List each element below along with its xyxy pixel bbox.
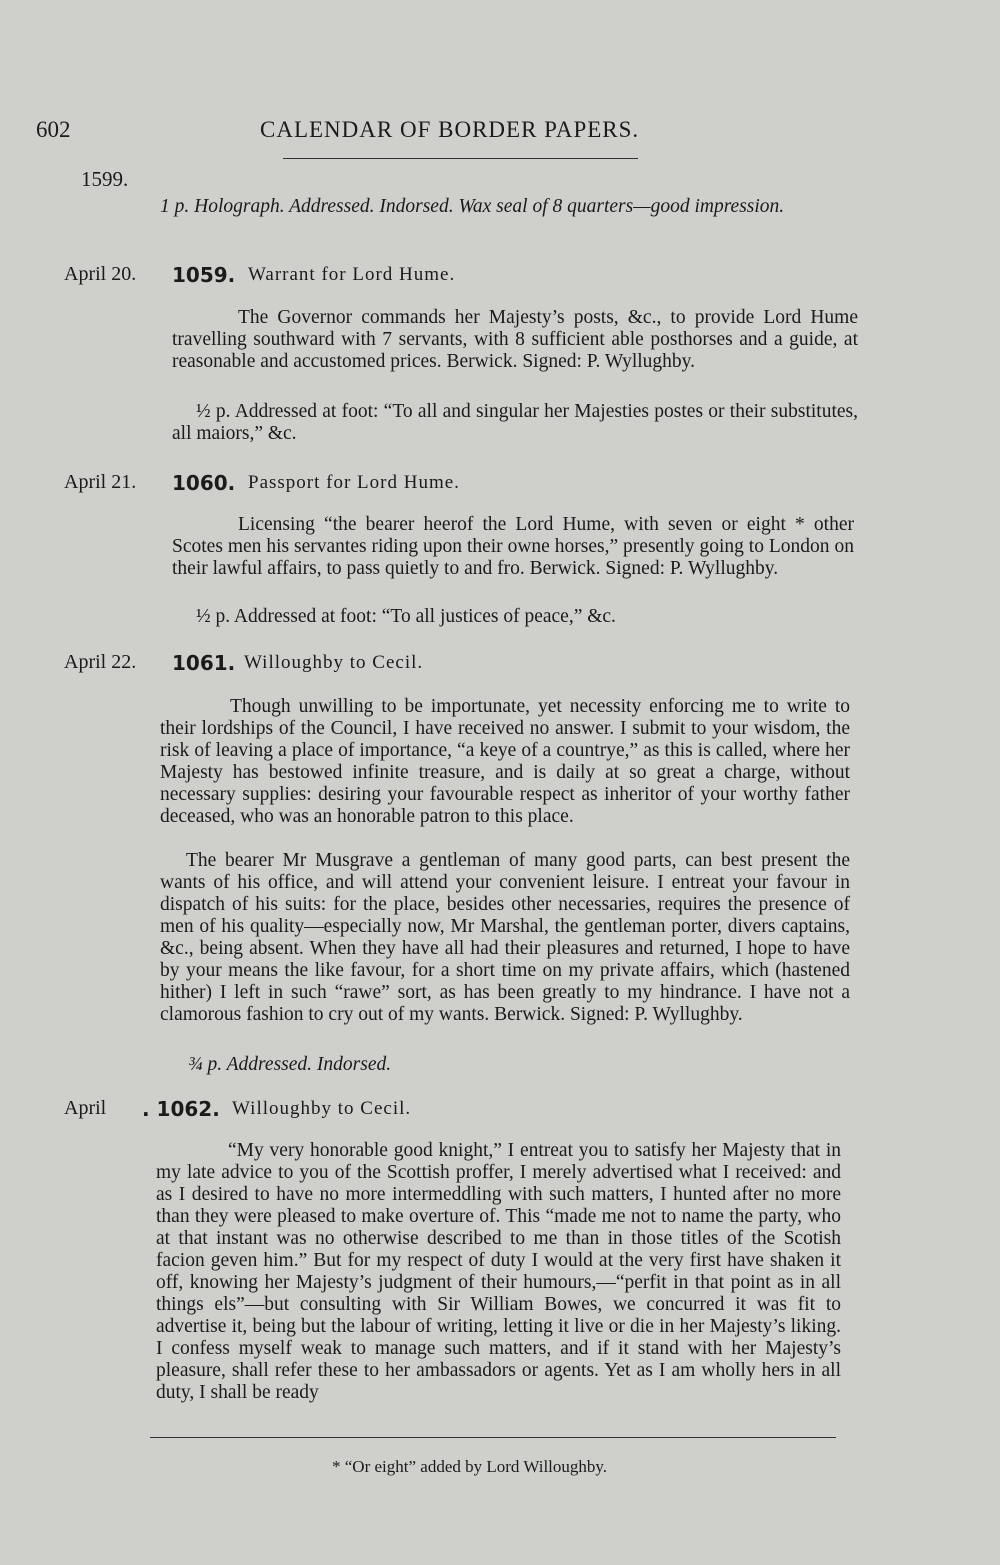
entry-number: 1061. (172, 651, 236, 675)
entry-note: ½ p. Addressed at foot: “To all justices of peace,” &c. (196, 606, 616, 627)
prev-entry-note: 1 p. Holograph. Addressed. Indorsed. Wax seal of 8 quarters—good impression. (160, 196, 785, 217)
entry-number: 1059. (172, 263, 236, 287)
entry-note: ¾ p. Addressed. Indorsed. (188, 1054, 392, 1075)
header-rule (283, 158, 638, 159)
year-label: 1599. (81, 167, 129, 191)
footnote: * “Or eight” added by Lord Willoughby. (332, 1457, 608, 1476)
entry-paragraph: Licensing “the bearer heerof the Lord Hume, with seven or eight * other Scotes men his servantes riding upon their owne horses,” presently going to London on their lawful affairs, to pass quietly to and fro. Berwick. Signed: P. Wyllughby. (172, 514, 854, 579)
entry-title: Willoughby to Cecil. (244, 652, 424, 673)
page-number: 602 (36, 117, 71, 142)
entry-date: April 20. (64, 263, 137, 285)
running-title: CALENDAR OF BORDER PAPERS. (260, 117, 640, 142)
entry-number: . 1062. (142, 1097, 220, 1121)
entry-title: Willoughby to Cecil. (232, 1098, 412, 1119)
entry-title: Warrant for Lord Hume. (248, 264, 456, 285)
entry-paragraph: Though unwilling to be importunate, yet necessity enforcing me to write to their lordships of the Council, I have received no answer. I submit to your wisdom, the risk of leaving a place of importance, “a keye of a countrye,” as this is called, where her Majesty has bestowed infinite treasure, and is daily at so great a charge, without necessary supplies: desiring your favourable respect as inheritor of your worthy father deceased, who was an honorable patron to this place. (160, 696, 850, 827)
entry-paragraph: The Governor commands her Majesty’s posts, &c., to provide Lord Hume travelling southward with 7 servants, with 8 sufficient able posthorses and a guide, at reasonable and accustomed prices. Berwick. Signed: P. Wyllughby. (172, 307, 858, 372)
entry-note: ½ p. Addressed at foot: “To all and singular her Majesties postes or their substitutes, all maiors,” &c. (172, 401, 858, 444)
footnote-rule (150, 1437, 836, 1438)
entry-date: April (64, 1097, 107, 1119)
entry-title: Passport for Lord Hume. (248, 472, 460, 493)
entry-date: April 21. (64, 471, 137, 493)
entry-number: 1060. (172, 471, 236, 495)
entry-paragraph: “My very honorable good knight,” I entreat you to satisfy her Majesty that in my late advice to you of the Scottish proffer, I merely advertised what I received: and as I desired to have no more intermeddling with such matters, I hunted after no more than they were pleased to make overture of. This “made me not to name the party, who at that instant was no otherwise described to me than in those titles of the Scotish facion geven him.” But for my respect of duty I would at the very first have shaken it off, knowing her Majesty’s judgment of their humours,—“perfit in that point as in all things els”—but consulting with Sir William Bowes, we concurred it was fit to advertise it, being but the labour of writing, letting it live or die in her Majesty’s liking. I confess myself weak to manage such matters, and if it stand with her Majesty’s pleasure, shall refer these to her ambassadors or agents. Yet as I am wholly hers in all duty, I shall be ready (156, 1140, 841, 1403)
entry-paragraph: The bearer Mr Musgrave a gentleman of many good parts, can best present the wants of his office, and will attend your convenient leisure. I entreat your favour in dispatch of his suits: for the place, besides other necessaries, requires the presence of men of his quality—especially now, Mr Marshal, the gentleman porter, divers captains, &c., being absent. When they have all had their pleasures and returned, I hope to have by your means the like favour, for a short time on my private affairs, which (hastened hither) I left in such “rawe” sort, as has been greatly to my hindrance. I have not a clamorous fashion to cry out of my wants. Berwick. Signed: P. Wyllughby. (160, 850, 850, 1025)
entry-date: April 22. (64, 651, 137, 673)
